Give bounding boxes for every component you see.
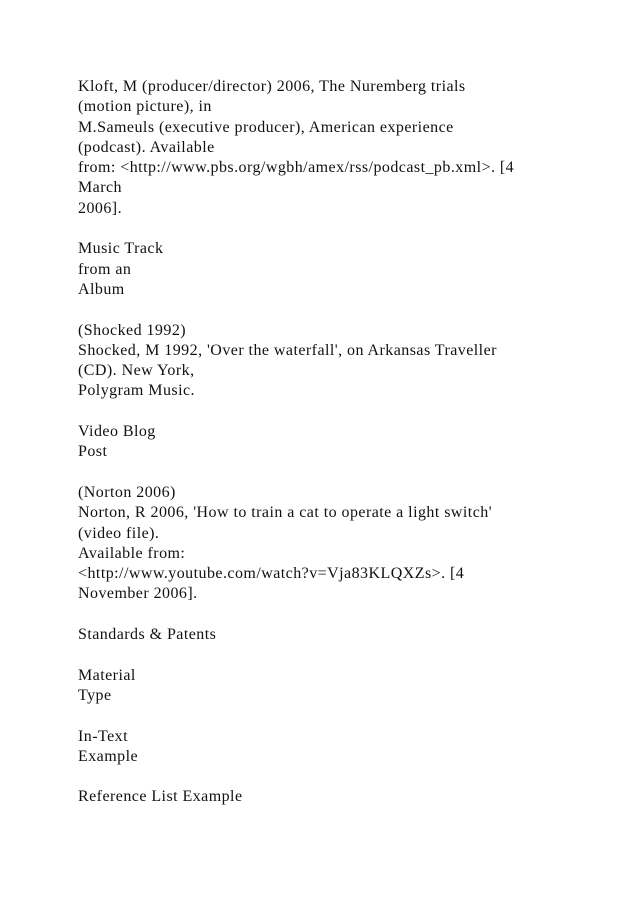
- in-text-example-shocked: (Shocked 1992): [78, 321, 187, 339]
- reference-shocked-line-2: (CD). New York,: [78, 362, 195, 380]
- reference-kloft-line-4: (podcast). Available: [78, 138, 215, 156]
- blank-line: [78, 645, 618, 665]
- reference-shocked-line-1: Shocked, M 1992, 'Over the waterfall', on Arkansas Traveller: [78, 341, 497, 359]
- column-header-in-text-line-1: In-Text: [78, 727, 129, 745]
- reference-norton-line-4: <http://www.youtube.com/watch?v=Vja83KLQXZs>. [4: [78, 565, 465, 583]
- material-type-music-line-3: Album: [78, 280, 125, 298]
- in-text-example-norton: (Norton 2006): [78, 483, 176, 501]
- reference-kloft-line-3: M.Sameuls (executive producer), American experience: [78, 118, 454, 136]
- column-header-material-line-2: Type: [78, 686, 112, 704]
- material-type-music-line-1: Music Track: [78, 240, 164, 258]
- reference-kloft-line-5: from: <http://www.pbs.org/wgbh/amex/rss/podcast_pb.xml>. [4: [78, 159, 515, 177]
- reference-norton-line-5: November 2006].: [78, 585, 198, 603]
- column-header-in-text-line-2: Example: [78, 747, 139, 765]
- material-type-music-line-2: from an: [78, 260, 132, 278]
- reference-kloft-line-6: March: [78, 179, 123, 197]
- blank-line: [78, 463, 618, 483]
- blank-line: [78, 402, 618, 422]
- material-type-video-line-2: Post: [78, 443, 108, 461]
- document-page: [78, 77, 618, 808]
- column-header-material-line-1: Material: [78, 666, 136, 684]
- blank-line: [78, 706, 618, 726]
- blank-line: [78, 605, 618, 625]
- reference-kloft-line-7: 2006].: [78, 199, 123, 217]
- reference-norton-line-1: Norton, R 2006, 'How to train a cat to operate a light switch': [78, 504, 493, 522]
- reference-kloft-line-1: Kloft, M (producer/director) 2006, The Nuremberg trials: [78, 78, 466, 95]
- material-type-video-line-1: Video Blog: [78, 423, 156, 441]
- reference-norton-line-3: Available from:: [78, 544, 186, 562]
- blank-line: [78, 300, 618, 320]
- reference-shocked-line-3: Polygram Music.: [78, 382, 195, 400]
- column-header-reference-list: Reference List Example: [78, 788, 243, 806]
- section-heading-standards-patents: Standards & Patents: [78, 626, 217, 644]
- reference-kloft-line-2: (motion picture), in: [78, 98, 212, 116]
- blank-line: [78, 219, 618, 239]
- reference-norton-line-2: (video file).: [78, 524, 160, 542]
- blank-line: [78, 767, 618, 787]
